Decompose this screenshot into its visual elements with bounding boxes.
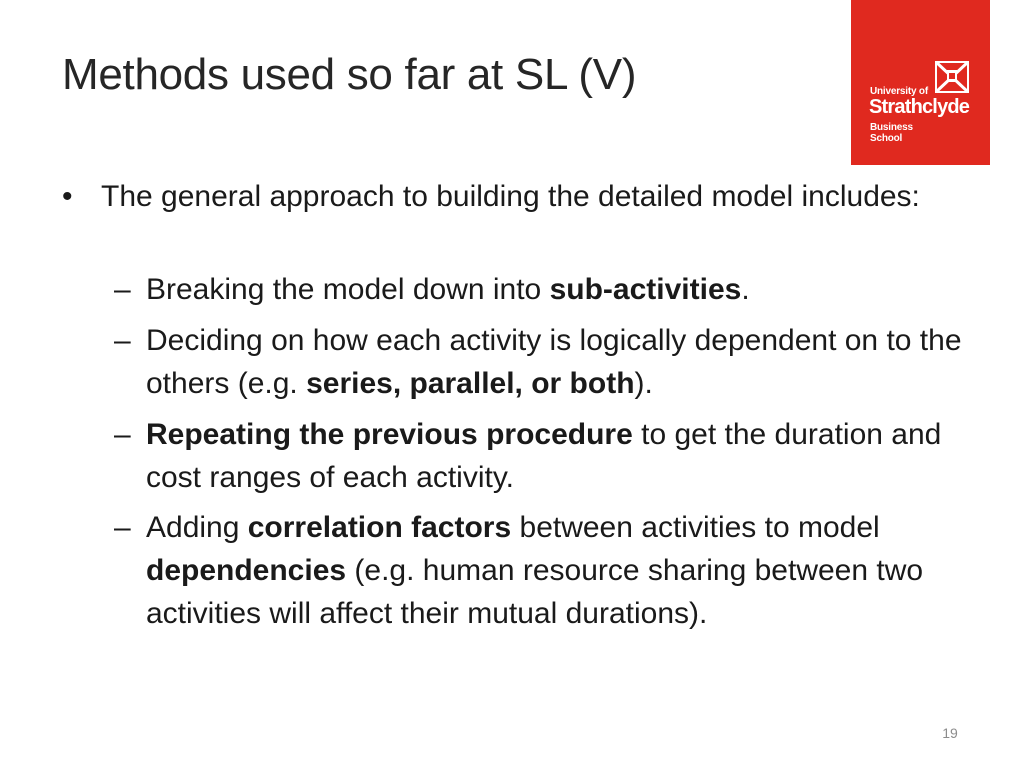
text-run: between activities to model [511,511,880,544]
slide-title: Methods used so far at SL (V) [62,50,637,99]
page-number: 19 [942,725,958,741]
dash-marker: – [114,511,131,544]
bold-text-run: dependencies [146,554,347,587]
logo-strathclyde: Strathclyde [869,96,970,118]
text-run: to get the duration and cost ranges of each activity. [146,418,942,494]
bullet-marker: • [62,180,73,213]
logo-school: School [870,133,903,144]
text-run: Deciding on how each activity is logically dependent on to the others (e.g. [146,324,962,400]
logo-university-of: University of [870,86,928,97]
sub-bullet-text [146,268,986,311]
university-crest-icon [933,60,971,94]
text-run: Breaking the model down into [146,273,550,306]
bold-text-run: Repeating the previous procedure [146,418,633,451]
bold-text-run: sub-activities [549,273,742,306]
bullet-text: The general approach to building the detailed model includes: [101,180,920,213]
sub-bullet-text [146,506,986,635]
bold-text-run: correlation factors [247,511,512,544]
university-logo [851,0,990,165]
bold-text-run: series, parallel, or both [306,367,635,400]
sub-bullet-text [146,319,986,405]
dash-marker: – [114,324,131,357]
dash-marker: – [114,418,131,451]
text-run: (e.g. human resource sharing between two activities will affect their mutual durations). [146,554,924,630]
sub-bullet-text [146,413,986,499]
text-run: Adding [146,511,248,544]
logo-business: Business [870,122,913,133]
dash-marker: – [114,273,131,306]
text-run: . [741,273,750,306]
text-run: ). [634,367,653,400]
